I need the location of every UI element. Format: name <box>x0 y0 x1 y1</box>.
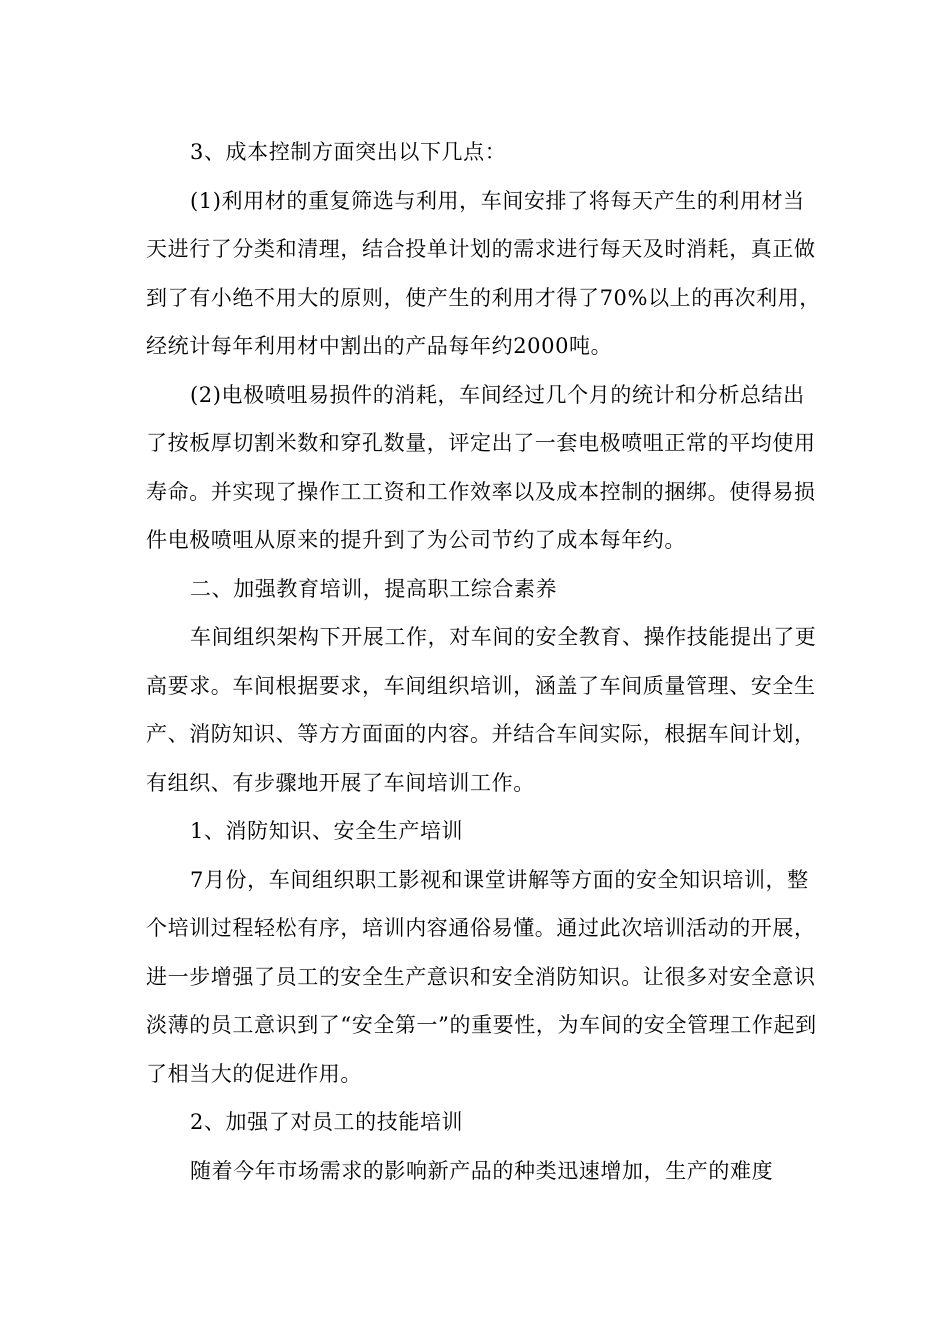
para-market-demand: 随着今年市场需求的影响新产品的种类迅速增加，生产的难度 <box>190 1158 774 1183</box>
heading-fire-safety: 1、消防知识、安全生产培训 <box>190 819 464 843</box>
heading-cost-control: 3、成本控制方面突出以下几点： <box>190 140 507 164</box>
heading-education-training: 二、加强教育培训，提高职工综合素养 <box>190 576 558 601</box>
document-body <box>146 128 826 1195</box>
heading-skill-training: 2、加强了对员工的技能培训 <box>190 1110 464 1134</box>
para-workshop-training: 车间组织架构下开展工作，对车间的安全教育、操作技能提出了更高要求。车间根据要求，车间组织培训，涵盖了车间质量管理、安全生产、消防知识、等方方面面的内容。并结合车间实际，根据车间计划，有组织、有步骤地开展了车间培训工作。 <box>146 625 817 795</box>
para-electrode-nozzle: (2)电极喷咀易损件的消耗，车间经过几个月的统计和分析总结出了按板厚切割米数和穿孔数量，评定出了一套电极喷咀正常的平均使用寿命。并实现了操作工工资和工作效率以及成本控制的捆绑。使得易损件电极喷咀从原来的提升到了为公司节约了成本每年约。 <box>146 382 816 552</box>
para-reuse-material: (1)利用材的重复筛选与利用，车间安排了将每天产生的利用材当天进行了分类和清理，结合投单计划的需求进行每天及时消耗，真正做到了有小绝不用大的原则，使产生的利用才得了70%以上的再次利用，经统计每年利用材中割出的产品每年约2000吨。 <box>146 188 821 358</box>
para-july-training: 7月份，车间组织职工影视和课堂讲解等方面的安全知识培训，整个培训过程轻松有序，培训内容通俗易懂。通过此次培训活动的开展，进一步增强了员工的安全生产意识和安全消防知识。让很多对安全意识淡薄的员工意识到了“安全第一”的重要性，为车间的安全管理工作起到了相当大的促进作用。 <box>146 867 817 1086</box>
